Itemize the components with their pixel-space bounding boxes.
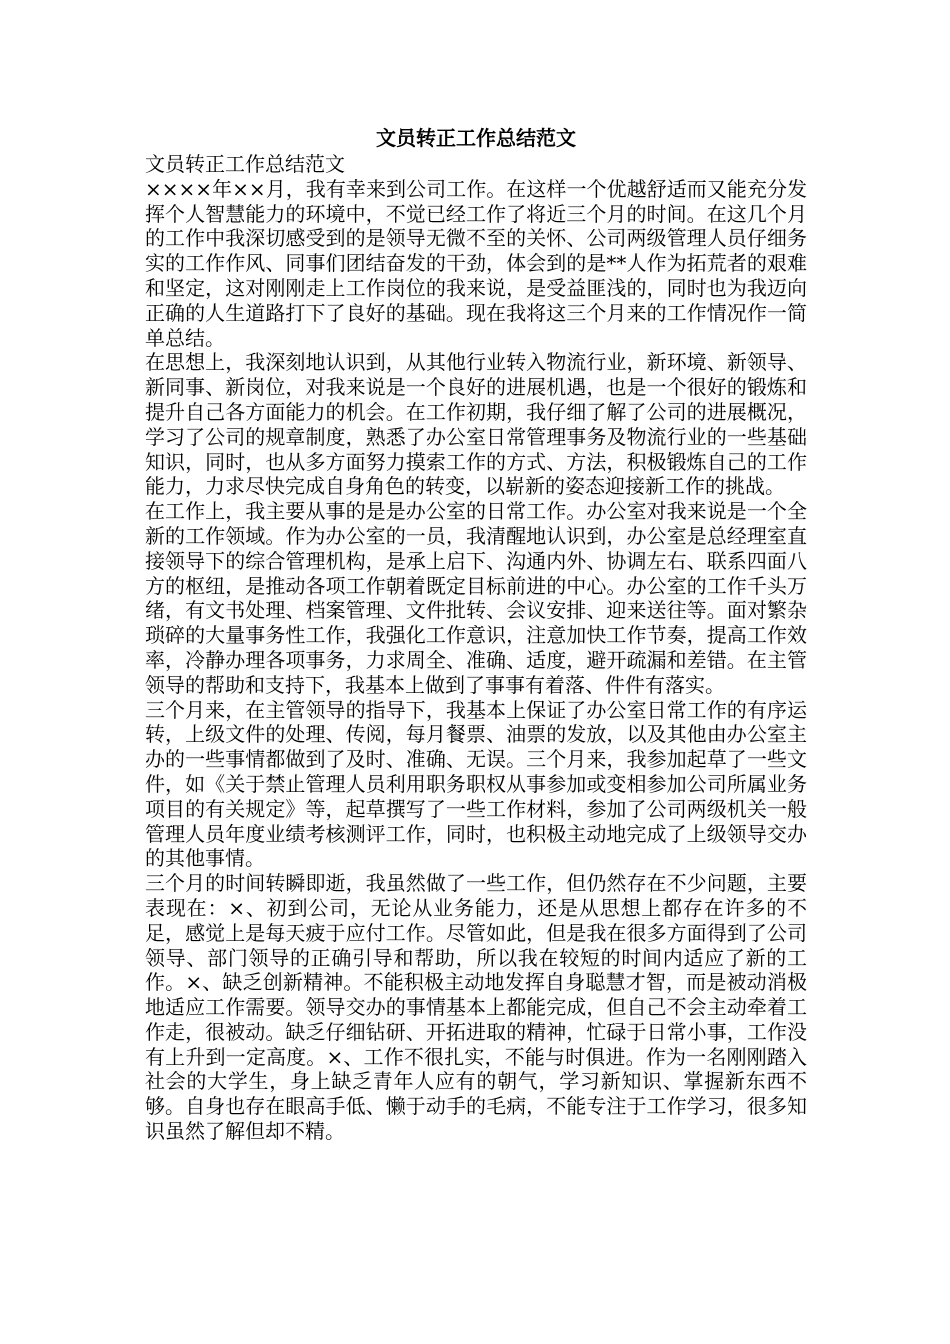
paragraph-problems: 三个月的时间转瞬即逝，我虽然做了一些工作，但仍然存在不少问题，主要表现在：×、初到公司，无论从业务能力，还是从思想上都存在许多的不足，感觉上是每天疲于应付工作。尽管如此，但是我在很多方面得到了公司领导、部门领导的正确引导和帮助，所以我在较短的时间内适应了新的工作。×、缺乏创新精神。不能积极主动地发挥自身聪慧才智，而是被动消极地适应工作需要。领导交办的事情基本上都能完成，但自己不会主动牵着工作走，很被动。缺乏仔细钻研、开拓进取的精神，忙碌于日常小事，工作没有上升到一定高度。×、工作不很扎实，不能与时俱进。作为一名刚刚踏入社会的大学生，身上缺乏青年人应有的朝气，学习新知识、掌握新东西不够。自身也存在眼高手低、懒于动手的毛病，不能专注于工作学习，很多知识虽然了解但却不精。 [145, 871, 807, 1144]
paragraph-intro: ××××年××月，我有幸来到公司工作。在这样一个优越舒适而又能充分发挥个人智慧能力的环境中，不觉已经工作了将近三个月的时间。在这几个月的工作中我深切感受到的是领导无微不至的关怀、公司两级管理人员仔细务实的工作作风、同事们团结奋发的干劲，体会到的是**人作为拓荒者的艰难和坚定，这对刚刚走上工作岗位的我来说，是受益匪浅的，同时也为我迈向正确的人生道路打下了良好的基础。现在我将这三个月来的工作情况作一简单总结。 [145, 176, 807, 350]
document-page [145, 124, 807, 1144]
paragraph-achievements: 三个月来，在主管领导的指导下，我基本上保证了办公室日常工作的有序运转，上级文件的处理、传阅，每月餐票、油票的发放，以及其他由办公室主办的一些事情都做到了及时、准确、无误。三个月来，我参加起草了一些文件，如《关于禁止管理人员利用职务职权从事参加或变相参加公司所属业务项目的有关规定》等，起草撰写了一些工作材料，参加了公司两级机关一般管理人员年度业绩考核测评工作，同时，也积极主动地完成了上级领导交办的其他事情。 [145, 697, 807, 871]
paragraph-work: 在工作上，我主要从事的是是办公室的日常工作。办公室对我来说是一个全新的工作领域。作为办公室的一员，我清醒地认识到，办公室是总经理室直接领导下的综合管理机构，是承上启下、沟通内外、协调左右、联系四面八方的枢纽，是推动各项工作朝着既定目标前进的中心。办公室的工作千头万绪，有文书处理、档案管理、文件批转、会议安排、迎来送往等。面对繁杂琐碎的大量事务性工作，我强化工作意识，注意加快工作节奏，提高工作效率，冷静办理各项事务，力求周全、准确、适度，避开疏漏和差错。在主管领导的帮助和支持下，我基本上做到了事事有着落、件件有落实。 [145, 499, 807, 697]
document-body [145, 152, 807, 1144]
document-subtitle: 文员转正工作总结范文 [145, 152, 345, 176]
paragraph-thinking: 在思想上，我深刻地认识到，从其他行业转入物流行业，新环境、新领导、新同事、新岗位，对我来说是一个良好的进展机遇，也是一个很好的锻炼和提升自己各方面能力的机会。在工作初期，我仔细了解了公司的进展概况，学习了公司的规章制度，熟悉了办公室日常管理事务及物流行业的一些基础知识，同时，也从多方面努力摸索工作的方式、方法，积极锻炼自己的工作能力，力求尽快完成自身角色的转变，以崭新的姿态迎接新工作的挑战。 [145, 350, 807, 499]
document-title: 文员转正工作总结范文 [376, 126, 576, 150]
